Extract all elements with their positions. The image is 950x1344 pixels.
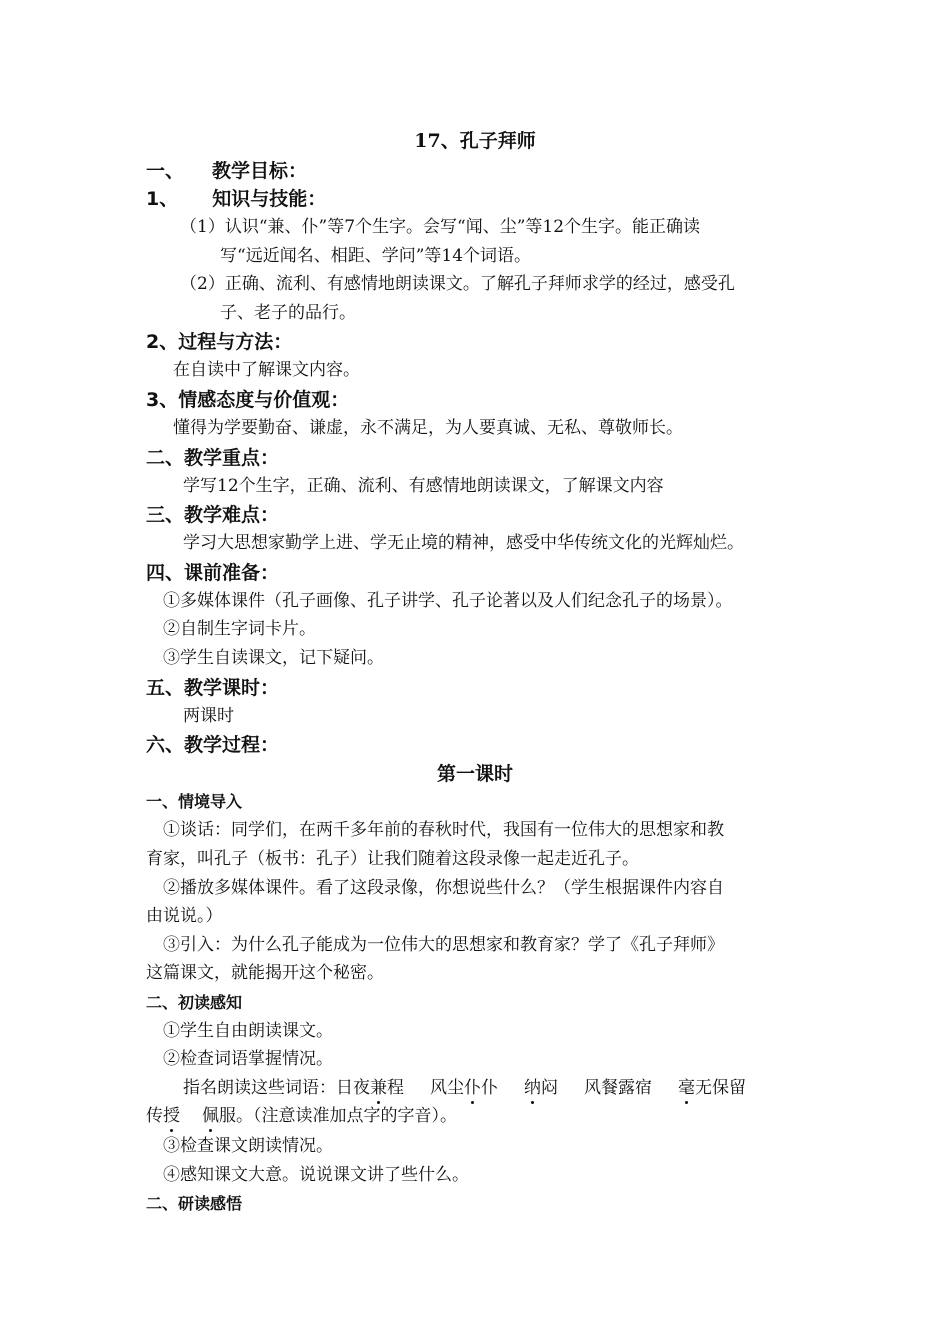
paragraph-text: 由说说。） bbox=[146, 906, 223, 926]
section-heading-process: 六、教学过程： bbox=[146, 734, 280, 756]
subsection-label: 知识与技能： bbox=[212, 188, 327, 210]
section-label: 教学目标： bbox=[212, 160, 308, 182]
dotted-char: 兼 bbox=[370, 1078, 387, 1098]
list-item: ③学生自读课文，记下疑问。 bbox=[163, 648, 384, 668]
section-heading-hours: 五、教学课时： bbox=[146, 677, 280, 699]
word-part: 日夜 bbox=[336, 1078, 370, 1098]
subsection-heading-values: 3、情感态度与价值观： bbox=[146, 389, 350, 411]
step-heading: 二、研读感悟 bbox=[146, 1194, 243, 1213]
vocabulary-note: 。（注意读准加点字的字音）。 bbox=[236, 1106, 457, 1126]
vocabulary-lead: 指名朗读这些词语： bbox=[183, 1078, 336, 1098]
body-text: 在自读中了解课文内容。 bbox=[173, 360, 360, 380]
word-part: 风餐露宿 bbox=[584, 1078, 652, 1098]
word-part: 无保留 bbox=[695, 1078, 746, 1098]
list-item: ④感知课文大意。说说课文讲了些什么。 bbox=[163, 1165, 469, 1185]
document-title: 17、孔子拜师 bbox=[414, 130, 536, 152]
list-item: ②自制生字词卡片。 bbox=[163, 619, 316, 639]
word-part: 风尘 bbox=[430, 1078, 464, 1098]
list-item: ③检查课文朗读情况。 bbox=[163, 1136, 333, 1156]
body-text: 两课时 bbox=[183, 706, 234, 726]
dotted-char: 授 bbox=[163, 1106, 180, 1126]
dotted-char: 纳 bbox=[524, 1078, 541, 1098]
step-heading: 二、初读感知 bbox=[146, 993, 243, 1012]
section-heading-keypoints: 二、教学重点： bbox=[146, 447, 280, 469]
subsection-heading-knowledge bbox=[146, 187, 326, 211]
vocabulary-line bbox=[183, 1076, 746, 1100]
subsection-heading-process: 2、过程与方法： bbox=[146, 331, 293, 353]
objective-text: 写“远近闻名、相距、学问”等14个词语。 bbox=[220, 246, 532, 266]
vocabulary-line bbox=[146, 1104, 457, 1128]
paragraph-text: ③引入：为什么孔子能成为一位伟大的思想家和教育家？学了《孔子拜师》 bbox=[163, 935, 724, 955]
section-heading-objectives bbox=[146, 159, 307, 183]
section-heading-difficulties: 三、教学难点： bbox=[146, 504, 280, 526]
objective-text: （2）正确、流利、有感情地朗读课文。了解孔子拜师求学的经过，感受孔 bbox=[180, 274, 735, 294]
list-item: ②检查词语掌握情况。 bbox=[163, 1049, 333, 1069]
objective-text: 子、老子的品行。 bbox=[220, 303, 356, 323]
paragraph-text: 这篇课文，就能揭开这个秘密。 bbox=[146, 963, 384, 983]
section-number: 一、 bbox=[146, 160, 185, 182]
body-text: 懂得为学要勤奋、谦虚，永不满足，为人要真诚、无私、尊敬师长。 bbox=[173, 418, 683, 438]
lesson-heading: 第一课时 bbox=[436, 763, 513, 785]
paragraph-text: ①谈话：同学们，在两千多年前的春秋时代，我国有一位伟大的思想家和教 bbox=[163, 820, 724, 840]
objective-text: （1）认识“兼、仆”等7个生字。会写“闻、尘”等12个生字。能正确读 bbox=[180, 217, 701, 237]
dotted-char: 毫 bbox=[678, 1078, 695, 1098]
word-part: 闷 bbox=[541, 1078, 558, 1098]
word-part: 程 bbox=[387, 1078, 404, 1098]
word-part: 传 bbox=[146, 1106, 163, 1126]
step-heading: 一、情境导入 bbox=[146, 792, 243, 811]
paragraph-text: ②播放多媒体课件。看了这段录像，你想说些什么？（学生根据课件内容自 bbox=[163, 878, 724, 898]
word-part: 仆 bbox=[481, 1078, 498, 1098]
body-text: 学习大思想家勤学上进、学无止境的精神，感受中华传统文化的光辉灿烂。 bbox=[183, 533, 744, 553]
subsection-number: 1、 bbox=[146, 188, 179, 210]
list-item: ①学生自由朗读课文。 bbox=[163, 1021, 333, 1041]
section-heading-preparation: 四、课前准备： bbox=[146, 562, 280, 584]
dotted-char: 仆 bbox=[464, 1078, 481, 1098]
paragraph-text: 育家，叫孔子（板书：孔子）让我们随着这段录像一起走近孔子。 bbox=[146, 849, 639, 869]
list-item: ①多媒体课件（孔子画像、孔子讲学、孔子论著以及人们纪念孔子的场景）。 bbox=[163, 591, 733, 611]
word-part: 服 bbox=[219, 1106, 236, 1126]
dotted-char: 佩 bbox=[202, 1106, 219, 1126]
body-text: 学写12个生字，正确、流利、有感情地朗读课文，了解课文内容 bbox=[183, 476, 664, 496]
